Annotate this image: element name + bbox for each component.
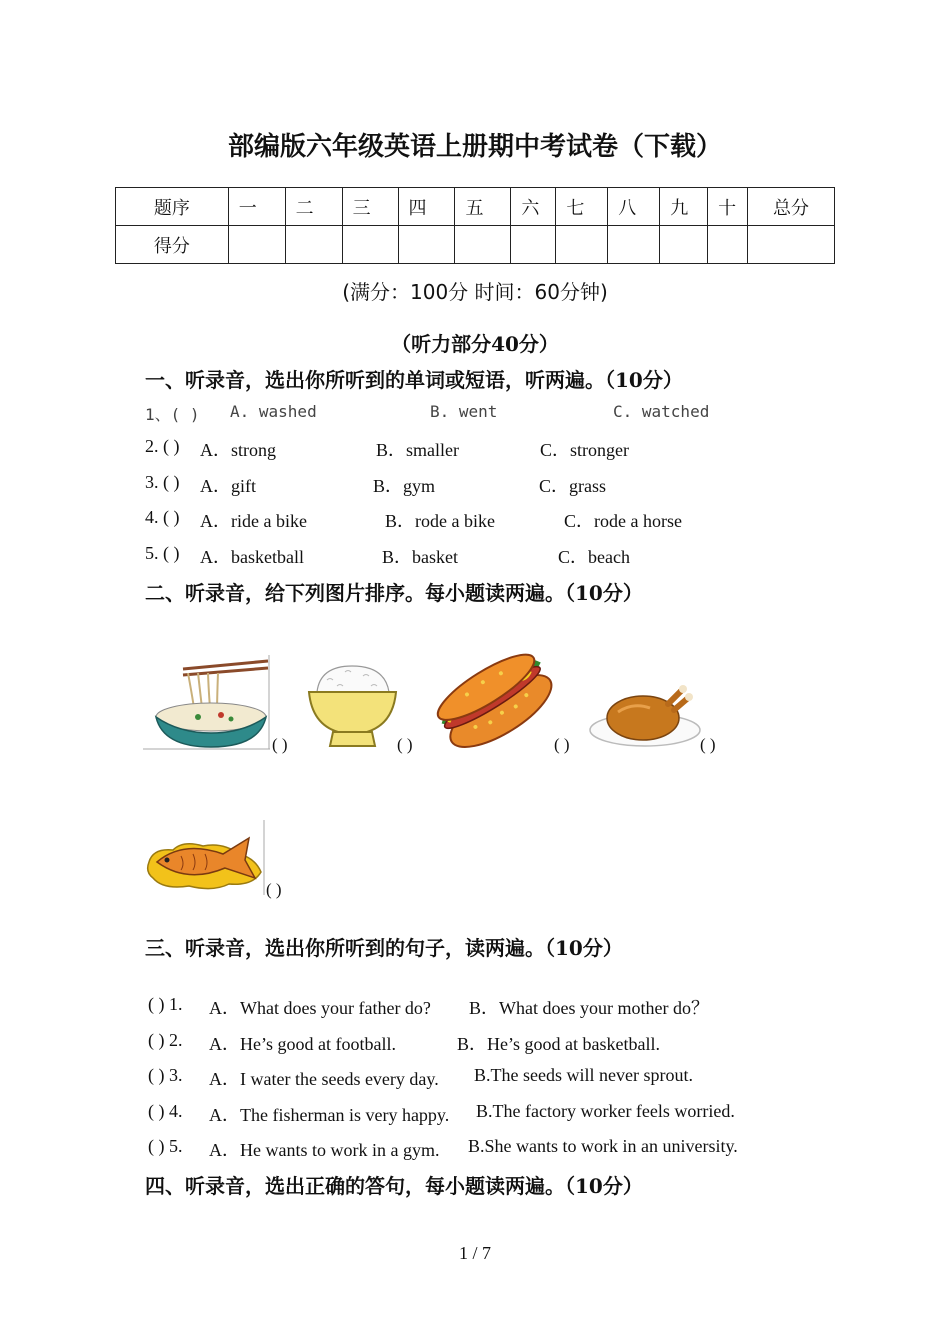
option-a: A．He’s good at football. xyxy=(209,1034,396,1054)
option-b: B．basket xyxy=(382,547,458,567)
option-a: A．ride a bike xyxy=(200,511,307,531)
option-b: B.She wants to work in an university. xyxy=(468,1136,738,1156)
option-a: A．strong xyxy=(200,440,276,460)
question-number: 1、( ) xyxy=(145,405,200,424)
score-cell xyxy=(342,226,398,264)
option-b: B．He’s good at basketball. xyxy=(457,1034,660,1054)
fish-image xyxy=(143,820,266,895)
score-cell xyxy=(398,226,455,264)
score-cell xyxy=(285,226,342,264)
section2-heading: 二、听录音，给下列图片排序。每小题读两遍。（10分） xyxy=(145,581,643,605)
header-cell: 一 xyxy=(228,188,285,226)
score-cell xyxy=(511,226,556,264)
option-c: C. watched xyxy=(613,402,710,421)
option-a: A．The fisherman is very happy. xyxy=(209,1105,450,1125)
option-a: A．basketball xyxy=(200,547,304,567)
option-b: B．smaller xyxy=(376,440,459,460)
header-cell: 十 xyxy=(708,188,748,226)
score-cell xyxy=(556,226,608,264)
option-a: A．gift xyxy=(200,476,256,496)
answer-blank[interactable]: ( ) xyxy=(554,735,570,754)
option-b: B.The seeds will never sprout. xyxy=(474,1065,693,1085)
section3-heading: 三、听录音，选出你所听到的句子，读两遍。（10分） xyxy=(145,936,623,960)
hotdog-image xyxy=(434,645,554,750)
rice-image xyxy=(305,658,400,750)
noodles-image xyxy=(143,655,270,750)
header-cell: 题序 xyxy=(116,188,229,226)
option-b: B．What does your mother do？ xyxy=(469,998,709,1018)
score-table xyxy=(115,187,835,264)
header-cell: 八 xyxy=(608,188,660,226)
header-cell: 六 xyxy=(511,188,556,226)
score-cell xyxy=(708,226,748,264)
question-number: 5. ( ) xyxy=(145,543,180,563)
option-a: A．He wants to work in a gym. xyxy=(209,1140,440,1160)
option-c: C．beach xyxy=(558,547,630,567)
section4-heading: 四、听录音，选出正确的答句，每小题读两遍。（10分） xyxy=(145,1174,643,1198)
question-number: 2. ( ) xyxy=(145,436,180,456)
header-cell: 四 xyxy=(398,188,455,226)
option-b: B．rode a bike xyxy=(385,511,495,531)
header-cell: 二 xyxy=(285,188,342,226)
score-table-score-row xyxy=(116,226,835,264)
question-number: ( ) 2. xyxy=(148,1030,183,1050)
option-a: A．I water the seeds every day. xyxy=(209,1069,439,1089)
option-a: A．What does your father do? xyxy=(209,998,431,1018)
option-b: B. went xyxy=(430,402,498,421)
answer-blank[interactable]: ( ) xyxy=(272,735,288,754)
score-cell xyxy=(608,226,660,264)
header-cell: 三 xyxy=(342,188,398,226)
header-cell: 七 xyxy=(556,188,608,226)
answer-blank[interactable]: ( ) xyxy=(266,880,282,899)
header-cell: 五 xyxy=(455,188,511,226)
score-cell xyxy=(228,226,285,264)
header-cell: 总分 xyxy=(748,188,835,226)
answer-blank[interactable]: ( ) xyxy=(397,735,413,754)
answer-blank[interactable]: ( ) xyxy=(700,735,716,754)
score-table-header-row xyxy=(116,188,835,226)
score-cell xyxy=(660,226,708,264)
question-number: ( ) 5. xyxy=(148,1136,183,1156)
page-title: 部编版六年级英语上册期中考试卷（下载） xyxy=(227,132,722,162)
score-cell xyxy=(455,226,511,264)
score-row-label: 得分 xyxy=(116,226,229,264)
question-number: ( ) 4. xyxy=(148,1101,183,1121)
question-number: 4. ( ) xyxy=(145,507,180,527)
section1-heading: 一、听录音，选出你所听到的单词或短语，听两遍。（10分） xyxy=(145,368,683,392)
chicken-image xyxy=(588,682,703,750)
exam-info: (满分：100分 时间：60分钟) xyxy=(342,280,608,304)
option-b: B．gym xyxy=(373,476,436,496)
question-number: ( ) 1. xyxy=(148,994,183,1014)
header-cell: 九 xyxy=(660,188,708,226)
option-c: C．rode a horse xyxy=(564,511,682,531)
page-number: 1 / 7 xyxy=(458,1243,491,1263)
option-c: C．grass xyxy=(539,476,606,496)
score-cell xyxy=(748,226,835,264)
listening-part-label: （听力部分40分） xyxy=(391,332,559,356)
option-a: A. washed xyxy=(230,402,317,421)
question-number: 3. ( ) xyxy=(145,472,180,492)
option-b: B.The factory worker feels worried. xyxy=(476,1101,735,1121)
option-c: C．stronger xyxy=(540,440,629,460)
question-number: ( ) 3. xyxy=(148,1065,183,1085)
